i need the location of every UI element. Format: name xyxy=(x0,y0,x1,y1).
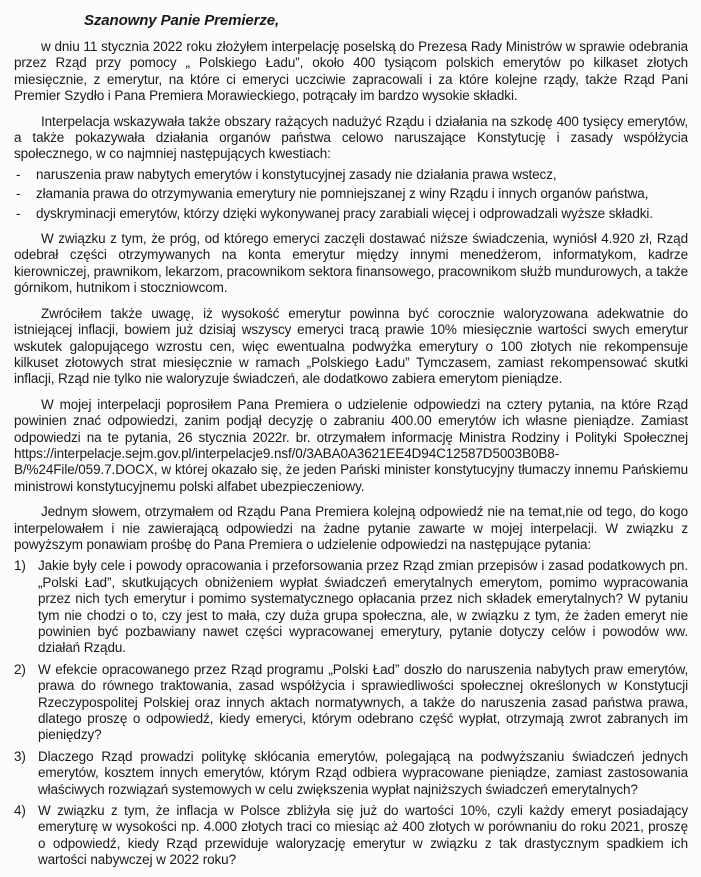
paragraph-interpellation-intro: w dniu 11 stycznia 2022 roku złożyłem interpelację poselską do Prezesa Rady Ministrów w sprawie odebrania przez Rząd przy pomocy „ Polskiego Ładu”, około 400 tysiącom polskich emerytów po kilkaset złotych miesięcznie, z emerytur, na które ci emeryci uczciwie zapracowali i za które kolejne rządy, także Rząd Pani Premier Szydło i Pana Premiera Morawieckiego, potrącały im bardzo wysokie składki. xyxy=(14,39,688,104)
dash-marker: - xyxy=(16,166,21,182)
violation-item xyxy=(14,186,688,202)
question-text: W związku z tym, że inflacja w Polsce zbliżyła się już do wartości 10%, czyli każdy emeryt posiadający emeryturę w wysokości np. 4.000 złotych traci co miesiąc aż 400 złotych w porównaniu do roku 2021, proszę o odpowiedź, kiedy Rząd przewiduje waloryzację emerytur w związku z tak drastycznym spadkiem ich wartości nabywczej w 2022 roku? xyxy=(38,803,688,868)
question-text: W efekcie opracowanego przez Rząd programu „Polski Ład” doszło do naruszenia nabytych praw emerytów, prawa do równego traktowania, zasad współżycia i sprawiedliwości społecznej określonych w Konstytucji Rzeczypospolitej Polskiej oraz innych aktach normatywnych, a także do naruszenia zasad państwa prawa, dlatego proszę o odpowiedź, kiedy emeryci, którym odebrano część wypłat, otrzymają zwrot zabranych im pieniędzy? xyxy=(38,661,688,743)
paragraph-violations-intro: Interpelacja wskazywała także obszary rażących nadużyć Rządu i działania na szkodę 400 tysięcy emerytów, a także pokazywała działania organów państwa celowo naruszające Konstytucję i zasady współżycia społecznego, w co najmniej następujących kwestiach: xyxy=(14,113,688,162)
paragraph-threshold: W związku z tym, że próg, od którego emeryci zaczęli dostawać niższe świadczenia, wyniósł 4.920 zł, Rząd odebrał części otrzymywanych na konta emerytur między innymi menedżerom, informatykom, kadrze kierowniczej, prawnikom, lekarzom, pracownikom sektora finansowego, pracownikom służb mundurowych, a także górnikom, hutnikom i stoczniowcom. xyxy=(14,231,688,296)
paragraph-ministry-response: W mojej interpelacji poprosiłem Pana Premiera o udzielenie odpowiedzi na cztery pytania, na które Rząd powinien znać odpowiedzi, zanim podjął decyzję o zabraniu 400.00 emerytów ich własne pieniądze. Zamiast odpowiedzi na te pytania, 26 stycznia 2022r. br. otrzymałem informację Ministra Rodziny i Polityki Społecznej https://interpelacje.sejm.gov.pl/interpelacje9.nsf/0/3ABA0A3621EE4D94C12587D5003B0B8-B/%24File/059.7.DOCX, w której okazało się, że jeden Pański minister konstytucyjny tłumaczy innemu Pańskiemu ministrowi konstytucyjnemu polski alfabet ubezpieczeniowy. xyxy=(14,396,688,494)
violation-text: naruszenia praw nabytych emerytów i konstytucyjnej zasady nie działania prawa wstecz, xyxy=(36,166,557,182)
violations-list xyxy=(14,167,688,222)
question-item-3 xyxy=(14,749,688,798)
dash-marker: - xyxy=(16,205,21,221)
question-number: 1) xyxy=(14,558,26,574)
question-text: Dlaczego Rząd prowadzi politykę skłócania emerytów, polegającą na podwyższaniu świadczeń jednych emerytów, kosztem innych emerytów, którym Rząd odbiera wypracowane pieniądze, zamiast zastosowania właściwych rozwiązań systemowych w celu zwiększenia wypłat najniższych świadczeń emerytalnych? xyxy=(38,748,688,797)
questions-list xyxy=(14,558,688,868)
question-text: Jakie były cele i powody opracowania i przeforsowania przez Rząd zmian przepisów i zasad podatkowych pn. „Polski Ład”, skutkujących obniżeniem wypłat świadczeń emerytalnych emerytom, pomimo wypracowania przez nich tych emerytur i pomimo systematycznego opłacania przez nich składek emerytalnych? W pytaniu tym nie chodzi o to, czy jest to mała, czy duża grupa społeczna, ale, w związku z tym, że żaden emeryt nie powinien być pozbawiany nawet części wypracowanej emerytury, pytanie dotyczy celów i powodów ww. działań Rządu. xyxy=(38,558,688,656)
paragraph-summary: Jednym słowem, otrzymałem od Rządu Pana Premiera kolejną odpowiedź nie na temat,nie od tego, do kogo interpelowałem i nie zawierającą odpowiedzi na żadne pytanie zawarte w mojej interpelacji. W związku z powyższym ponawiam prośbę do Pana Premiera o udzielenie odpowiedzi na następujące pytania: xyxy=(14,504,688,552)
violation-item xyxy=(14,167,688,183)
question-number: 3) xyxy=(14,748,26,764)
paragraph-valorization: Zwróciłem także uwagę, iż wysokość emerytur powinna być corocznie waloryzowana adekwatnie do istniejącej inflacji, bowiem już dzisiaj wszyscy emeryci tracą prawie 10% miesięcznie wartości swych emerytur wskutek galopującego wzrostu cen, więc ewentualna podwyżka emerytury o 100 złotych nie rekompensuje kilkuset złotowych strat miesięcznie w ramach „Polskiego Ładu” Tymczasem, zamiast rekompensować skutki inflacji, Rząd nie tylko nie waloryzuje świadczeń, ale dodatkowo zabiera emerytom pieniądze. xyxy=(14,305,688,387)
question-item-2 xyxy=(14,662,688,744)
question-number: 4) xyxy=(14,803,26,819)
violation-text: złamania prawa do otrzymywania emerytury nie pomniejszanej z winy Rządu i innych organów państwa, xyxy=(36,186,649,202)
question-number: 2) xyxy=(14,661,26,677)
dash-marker: - xyxy=(16,186,21,202)
question-item-1 xyxy=(14,558,688,656)
violation-item xyxy=(14,206,688,222)
question-item-4 xyxy=(14,803,688,869)
violation-text: dyskryminacji emerytów, którzy dzięki wykonywanej pracy zarabiali więcej i odprowadzali wyższe składki. xyxy=(36,205,653,221)
salutation: Szanowny Panie Premierze, xyxy=(84,12,280,29)
